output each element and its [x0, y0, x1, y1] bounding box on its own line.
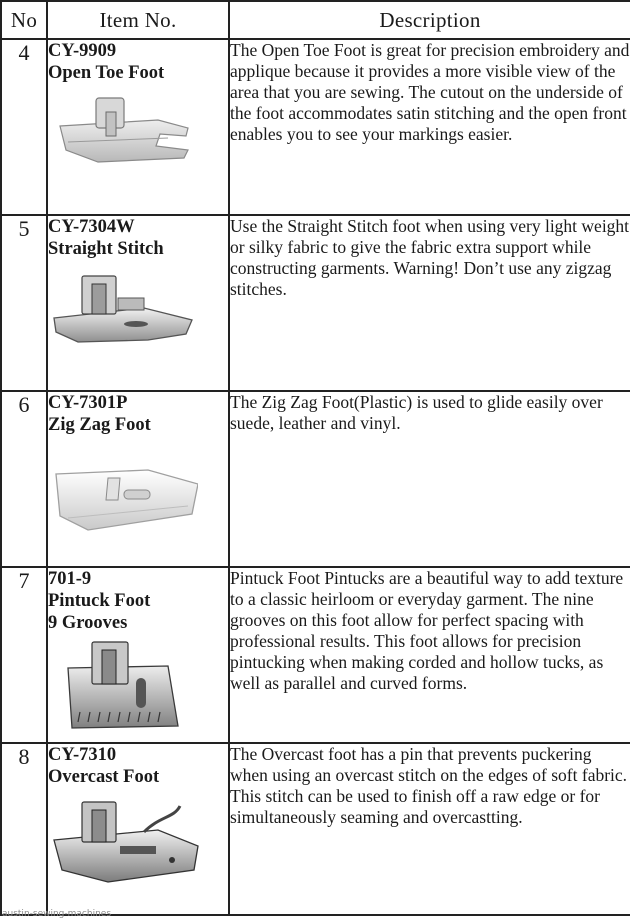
- straight-stitch-foot-icon: [48, 268, 198, 356]
- table-row: [1, 743, 630, 915]
- row-number: 5: [1, 215, 47, 391]
- overcast-foot-icon: [48, 796, 204, 888]
- item-code: CY-7310: [48, 745, 117, 765]
- watermark-text: austin-sewing-machines: [2, 909, 112, 919]
- item-code: CY-7301P: [48, 393, 128, 413]
- item-code: CY-9909: [48, 41, 117, 61]
- item-cell: [47, 391, 229, 567]
- table-header-row: [1, 1, 630, 39]
- item-code: 701-9: [48, 569, 92, 589]
- open-toe-foot-icon: [48, 92, 198, 178]
- item-name: Open Toe Foot: [48, 63, 165, 83]
- item-description: Pintuck Foot Pintucks are a beautiful way to add texture to a classic heirloom or everyday garment. The nine grooves on this foot allow for perfect spacing with professional results. This foot allows for precision pintucking when making corded and hollow tucks, as well as parallel and curved forms.: [229, 567, 630, 743]
- header-description: Description: [229, 1, 630, 39]
- table-row: [1, 39, 630, 215]
- item-cell: [47, 215, 229, 391]
- item-name-detail: 9 Grooves: [48, 613, 128, 633]
- item-name: Overcast Foot: [48, 767, 160, 787]
- row-number: 6: [1, 391, 47, 567]
- row-number: 4: [1, 39, 47, 215]
- table-row: [1, 391, 630, 567]
- item-cell: [47, 39, 229, 215]
- item-name: Pintuck Foot: [48, 591, 151, 611]
- item-cell: [47, 567, 229, 743]
- row-number: 8: [1, 743, 47, 915]
- row-number: 7: [1, 567, 47, 743]
- pintuck-foot-icon: [48, 638, 198, 732]
- zig-zag-foot-icon: [48, 444, 198, 536]
- item-code: CY-7304W: [48, 217, 135, 237]
- header-item-no: Item No.: [47, 1, 229, 39]
- table-row: [1, 567, 630, 743]
- item-name: Straight Stitch: [48, 239, 164, 259]
- item-cell: [47, 743, 229, 915]
- item-description: Use the Straight Stitch foot when using very light weight or silky fabric to give the fabric extra support while constructing garments. Warning! Don’t use any zigzag stitches.: [229, 215, 630, 391]
- item-description: The Zig Zag Foot(Plastic) is used to glide easily over suede, leather and vinyl.: [229, 391, 630, 567]
- item-description: The Overcast foot has a pin that prevents puckering when using an overcast stitch on the edges of soft fabric. This stitch can be used to finish off a raw edge or for simultaneously seaming and overcastting.: [229, 743, 630, 915]
- item-description: The Open Toe Foot is great for precision embroidery and applique because it provides a more visible view of the area that you are sewing. The cutout on the underside of the foot accommodates satin stitching and the open front enables you to see your markings easier.: [229, 39, 630, 215]
- table-row: [1, 215, 630, 391]
- header-no: No: [1, 1, 47, 39]
- item-name: Zig Zag Foot: [48, 415, 151, 435]
